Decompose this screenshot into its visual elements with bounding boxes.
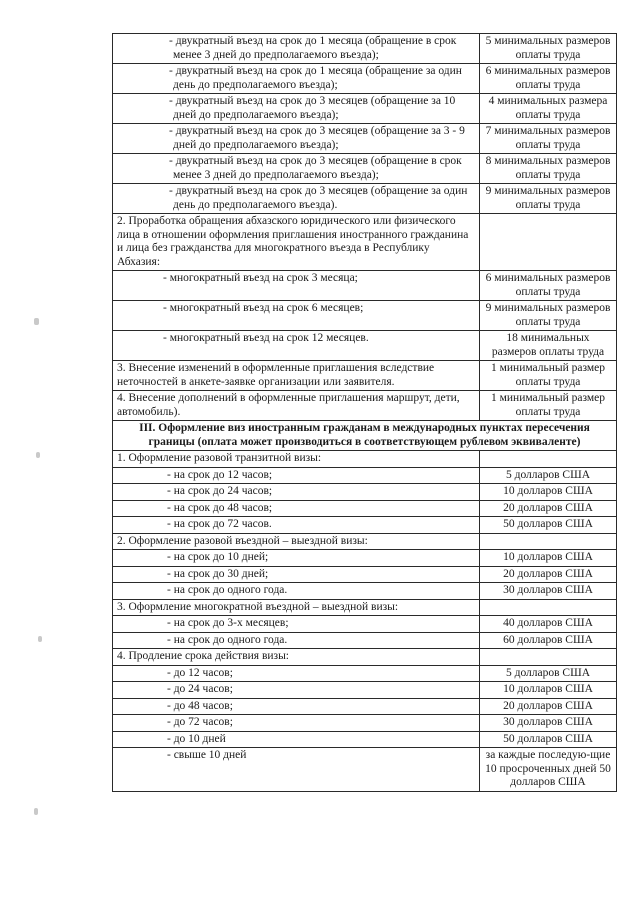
row-description: - на срок до 10 дней; — [113, 550, 480, 567]
empty-cell — [480, 649, 617, 666]
row-fee: 18 минимальных размеров оплаты труда — [480, 331, 617, 361]
row-description: - на срок до 24 часов; — [113, 484, 480, 501]
table-row — [113, 391, 617, 421]
part-header-row — [113, 421, 617, 451]
table-row — [113, 632, 617, 649]
row-fee: 6 минимальных размеров оплаты труда — [480, 64, 617, 94]
row-fee: 4 минимальных размера оплаты труда — [480, 94, 617, 124]
scan-artifact — [36, 452, 40, 458]
row-fee: 5 долларов США — [480, 665, 617, 682]
row-description: - на срок до 72 часов. — [113, 517, 480, 534]
table-row — [113, 34, 617, 64]
row-fee: 9 минимальных размеров оплаты труда — [480, 184, 617, 214]
row-fee: за каждые последую-щие 10 просроченных дней 50 долларов США — [480, 748, 617, 792]
row-description: - на срок до 12 часов; — [113, 467, 480, 484]
row-fee: 1 минимальный размер оплаты труда — [480, 361, 617, 391]
section-heading-row — [113, 214, 617, 271]
row-description: - на срок до 48 часов; — [113, 500, 480, 517]
empty-cell — [480, 599, 617, 616]
subsection-title-row — [113, 599, 617, 616]
p3-section-3-title: 3. Оформление многократной въездной – выездной визы: — [113, 599, 480, 616]
table-row — [113, 271, 617, 301]
table-row — [113, 682, 617, 699]
table-row — [113, 361, 617, 391]
section-2-title: 2. Проработка обращения абхазского юридического или физического лица в отношении оформления приглашения иностранного гражданина и лица без гражданства для многократного въезда в Республику Абхазия: — [113, 214, 480, 271]
row-description: - двукратный въезд на срок до 3 месяцев (обращение за 10 дней до предполагаемого въезда); — [113, 94, 480, 124]
row-description: - двукратный въезд на срок до 3 месяцев (обращение за один день до предполагаемого въезда). — [113, 184, 480, 214]
row-description: - двукратный въезд на срок до 3 месяцев (обращение за 3 - 9 дней до предполагаемого въезда); — [113, 124, 480, 154]
table-row — [113, 154, 617, 184]
row-description: - до 12 часов; — [113, 665, 480, 682]
row-description: - двукратный въезд на срок до 1 месяца (обращение в срок менее 3 дней до предполагаемого въезда); — [113, 34, 480, 64]
row-fee: 8 минимальных размеров оплаты труда — [480, 154, 617, 184]
section-3-text: 3. Внесение изменений в оформленные приглашения вследствие неточностей в анкете-заявке организации или заявителя. — [113, 361, 480, 391]
p3-section-4-title: 4. Продление срока действия визы: — [113, 649, 480, 666]
row-description: - до 10 дней — [113, 731, 480, 748]
table-row — [113, 748, 617, 792]
scan-artifact — [34, 808, 38, 815]
table-row — [113, 583, 617, 600]
row-fee: 10 долларов США — [480, 550, 617, 567]
row-description: - многократный въезд на срок 6 месяцев; — [113, 301, 480, 331]
fee-schedule-table — [112, 33, 617, 792]
section-4-text: 4. Внесение дополнений в оформленные приглашения маршрут, дети, автомобиль). — [113, 391, 480, 421]
row-description: - до 72 часов; — [113, 715, 480, 732]
table-row — [113, 550, 617, 567]
row-description: - многократный въезд на срок 12 месяцев. — [113, 331, 480, 361]
empty-cell — [480, 533, 617, 550]
row-fee: 20 долларов США — [480, 698, 617, 715]
table-row — [113, 467, 617, 484]
table-row — [113, 500, 617, 517]
row-fee: 7 минимальных размеров оплаты труда — [480, 124, 617, 154]
row-description: - на срок до одного года. — [113, 632, 480, 649]
part-3-header: III. Оформление виз иностранным гражданам в международных пунктах пересечения границы (оплата может производиться в соответствующем рублевом эквиваленте) — [113, 421, 617, 451]
table-row — [113, 301, 617, 331]
table-row — [113, 731, 617, 748]
row-description: - двукратный въезд на срок до 1 месяца (обращение за один день до предполагаемого въезда); — [113, 64, 480, 94]
row-fee: 30 долларов США — [480, 715, 617, 732]
row-description: - до 48 часов; — [113, 698, 480, 715]
table-row — [113, 64, 617, 94]
subsection-title-row — [113, 649, 617, 666]
row-fee: 30 долларов США — [480, 583, 617, 600]
table-row — [113, 566, 617, 583]
table-row — [113, 517, 617, 534]
row-fee: 20 долларов США — [480, 566, 617, 583]
row-description: - на срок до 3-х месяцев; — [113, 616, 480, 633]
table-row — [113, 124, 617, 154]
row-fee: 20 долларов США — [480, 500, 617, 517]
row-description: - на срок до одного года. — [113, 583, 480, 600]
row-fee: 1 минимальный размер оплаты труда — [480, 391, 617, 421]
empty-cell — [480, 214, 617, 271]
row-fee: 6 минимальных размеров оплаты труда — [480, 271, 617, 301]
table-row — [113, 184, 617, 214]
row-description: - многократный въезд на срок 3 месяца; — [113, 271, 480, 301]
table-row — [113, 698, 617, 715]
table-row — [113, 484, 617, 501]
row-fee: 10 долларов США — [480, 682, 617, 699]
row-fee: 50 долларов США — [480, 731, 617, 748]
scan-artifact — [38, 636, 42, 642]
row-fee: 9 минимальных размеров оплаты труда — [480, 301, 617, 331]
row-fee: 5 долларов США — [480, 467, 617, 484]
row-fee: 50 долларов США — [480, 517, 617, 534]
row-fee: 60 долларов США — [480, 632, 617, 649]
row-description: - двукратный въезд на срок до 3 месяцев (обращение в срок менее 3 дней до предполагаемого въезда); — [113, 154, 480, 184]
row-description: - свыше 10 дней — [113, 748, 480, 792]
p3-section-2-title: 2. Оформление разовой въездной – выездной визы: — [113, 533, 480, 550]
table-row — [113, 616, 617, 633]
p3-section-1-title: 1. Оформление разовой транзитной визы: — [113, 451, 480, 468]
row-fee: 40 долларов США — [480, 616, 617, 633]
table-row — [113, 331, 617, 361]
table-row — [113, 94, 617, 124]
table-row — [113, 715, 617, 732]
subsection-title-row — [113, 451, 617, 468]
row-fee: 5 минимальных размеров оплаты труда — [480, 34, 617, 64]
row-description: - до 24 часов; — [113, 682, 480, 699]
table-row — [113, 665, 617, 682]
row-description: - на срок до 30 дней; — [113, 566, 480, 583]
subsection-title-row — [113, 533, 617, 550]
scan-artifact — [34, 318, 39, 325]
row-fee: 10 долларов США — [480, 484, 617, 501]
empty-cell — [480, 451, 617, 468]
